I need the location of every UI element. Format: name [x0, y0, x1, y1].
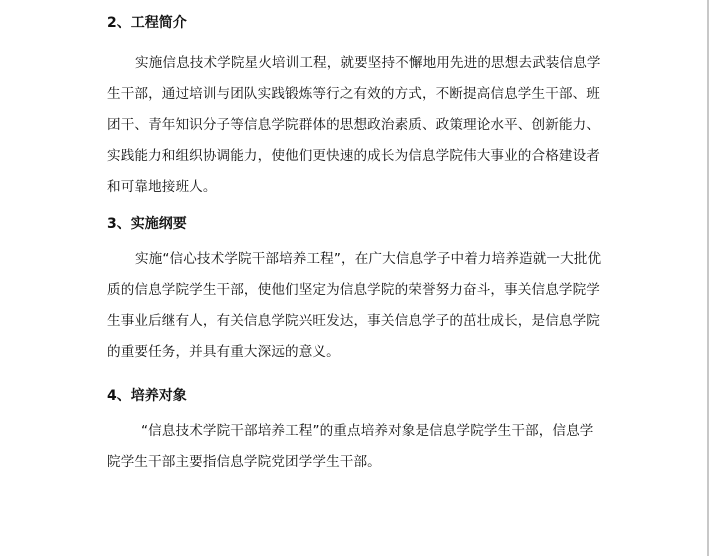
section-paragraph: “信息技术学院干部培养工程”的重点培养对象是信息学院学生干部，信息学院学生干部主要指信息学院党团学学生干部。 — [107, 423, 594, 470]
section-heading: 2、工程简介 — [107, 15, 187, 31]
section-paragraph: 实施信息技术学院星火培训工程，就要坚持不懈地用先进的思想去武装信息学生干部，通过培训与团队实践锻炼等行之有效的方式，不断提高信息学生干部、班团干、青年知识分子等信息学院群体的思想政治素质、政策理论水平、创新能力、实践能力和组织协调能力，使他们更快速的成长为信息学院伟大事业的合格建设者和可靠地接班人。 — [107, 55, 601, 195]
section-heading: 4、培养对象 — [107, 388, 187, 404]
section-implementation-outline — [107, 215, 607, 368]
section-training-target — [107, 387, 607, 478]
section-project-intro — [107, 14, 607, 203]
section-paragraph: 实施“信心技术学院干部培养工程”，在广大信息学子中着力培养造就一大批优质的信息学院学生干部，使他们坚定为信息学院的荣誉努力奋斗，事关信息学院学生事业后继有人，有关信息学院兴旺发达，事关信息学子的茁壮成长，是信息学院的重要任务，并具有重大深远的意义。 — [107, 251, 602, 360]
section-heading: 3、实施纲要 — [107, 216, 187, 232]
document-content — [107, 14, 607, 478]
